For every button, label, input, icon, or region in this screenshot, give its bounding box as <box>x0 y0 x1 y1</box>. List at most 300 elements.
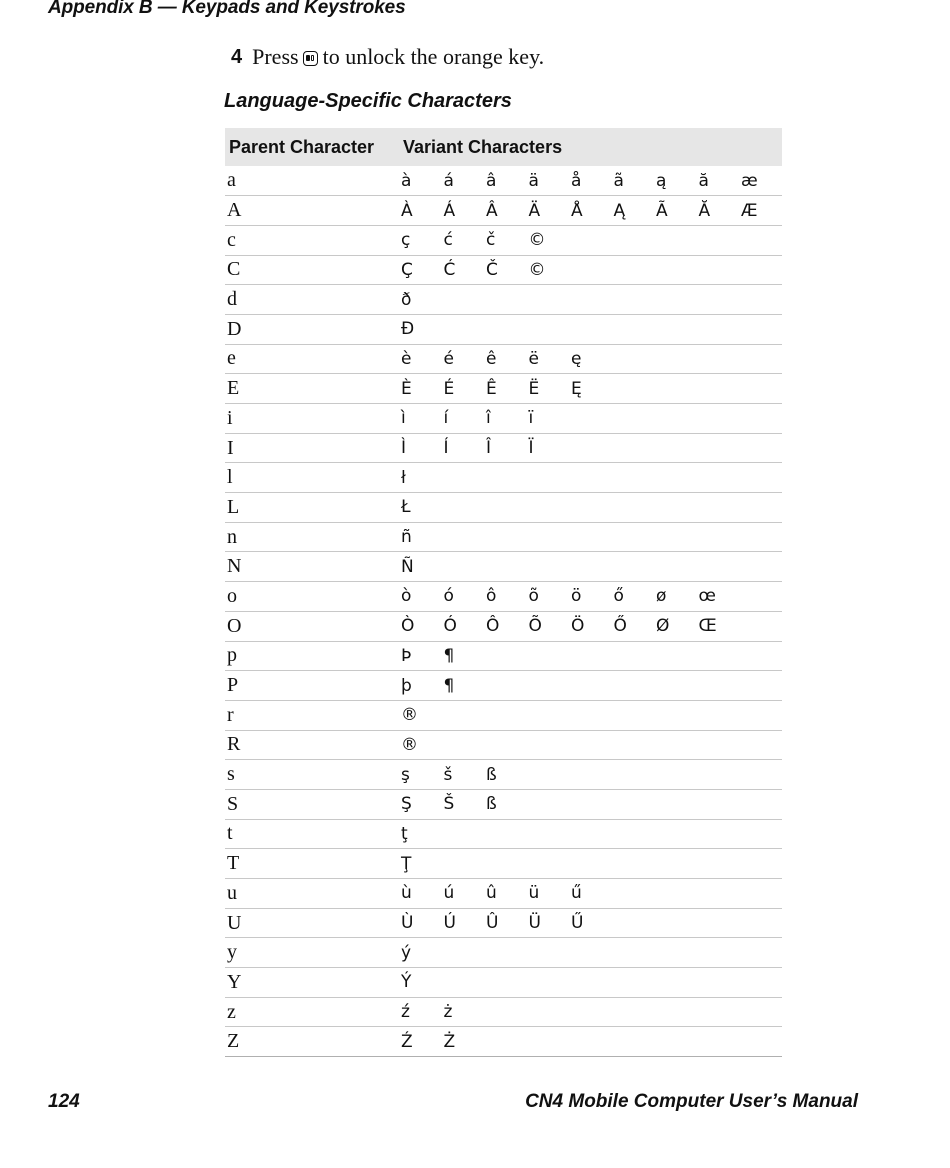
variant-character <box>697 285 740 315</box>
variant-character <box>484 968 527 998</box>
variant-character <box>654 938 697 968</box>
parent-character: c <box>227 228 236 251</box>
parent-character: n <box>227 525 237 548</box>
table-row <box>225 671 782 701</box>
variant-character <box>569 819 612 849</box>
variant-character: ă <box>698 170 709 191</box>
variant-character <box>612 700 655 730</box>
variant-character <box>654 344 697 374</box>
variant-character <box>697 760 740 790</box>
variant-character: Ă <box>698 200 711 221</box>
variant-character <box>569 730 612 760</box>
variant-character <box>484 463 527 493</box>
variant-character <box>654 463 697 493</box>
parent-character: e <box>227 347 236 370</box>
variant-character <box>739 671 782 701</box>
variant-character: è <box>401 348 412 369</box>
variant-character <box>569 255 612 285</box>
parent-character: s <box>227 763 235 786</box>
variant-character: Â <box>486 200 498 221</box>
variant-character <box>442 730 485 760</box>
variant-character <box>612 789 655 819</box>
variant-character <box>612 849 655 879</box>
variant-character <box>484 1027 527 1057</box>
variant-character <box>527 760 570 790</box>
variant-character <box>612 463 655 493</box>
table-row <box>225 938 782 968</box>
variant-character: Ä <box>528 200 541 221</box>
variant-character <box>569 968 612 998</box>
parent-character: S <box>227 792 239 815</box>
parent-character: T <box>227 852 240 875</box>
variant-character: ű <box>571 883 582 904</box>
variant-character <box>442 314 485 344</box>
variant-character: ź <box>401 1002 410 1023</box>
variant-character <box>527 552 570 582</box>
variant-character <box>612 968 655 998</box>
variant-character: Ć <box>443 259 456 280</box>
variant-character: Õ <box>528 616 542 637</box>
table-row <box>225 344 782 374</box>
variant-character: Ç <box>401 259 413 280</box>
variant-character: Ą <box>613 200 626 221</box>
variant-character: ż <box>443 1002 453 1023</box>
variant-character: Š <box>443 794 455 815</box>
variant-character: ç <box>401 230 411 251</box>
variant-character <box>569 493 612 523</box>
variant-character: ë <box>528 348 539 369</box>
parent-character: l <box>227 466 233 489</box>
table-row <box>225 433 782 463</box>
table-header-row <box>225 128 782 166</box>
variant-character <box>569 552 612 582</box>
variant-character: ß <box>486 794 497 815</box>
variant-character <box>697 908 740 938</box>
variant-character <box>569 700 612 730</box>
variant-character: Á <box>443 200 456 221</box>
variant-character: Ï <box>528 438 534 459</box>
parent-character: t <box>227 822 233 845</box>
variant-character <box>527 641 570 671</box>
variant-character <box>654 997 697 1027</box>
table-row <box>225 166 782 196</box>
variant-character <box>654 1027 697 1057</box>
variant-character <box>739 1027 782 1057</box>
table-row <box>225 285 782 315</box>
variant-character <box>697 314 740 344</box>
parent-character: r <box>227 703 234 726</box>
variant-character <box>484 552 527 582</box>
table-row <box>225 879 782 909</box>
table-row <box>225 641 782 671</box>
variant-character <box>527 849 570 879</box>
variant-character <box>569 849 612 879</box>
variant-character <box>569 463 612 493</box>
variant-character <box>612 522 655 552</box>
variant-character: â <box>486 170 497 191</box>
variant-character <box>654 314 697 344</box>
variant-character <box>569 789 612 819</box>
variant-character <box>654 908 697 938</box>
variant-character: ä <box>528 170 539 191</box>
variant-character: Ô <box>486 616 500 637</box>
variant-character <box>612 760 655 790</box>
variant-character: Ñ <box>401 556 414 577</box>
variant-character <box>739 225 782 255</box>
variant-character <box>654 285 697 315</box>
table-row <box>225 225 782 255</box>
variant-character <box>612 1027 655 1057</box>
variant-character <box>612 374 655 404</box>
variant-character <box>739 908 782 938</box>
variant-character <box>739 314 782 344</box>
parent-character: P <box>227 674 239 697</box>
variant-character <box>697 938 740 968</box>
variant-character <box>612 433 655 463</box>
variant-character <box>697 552 740 582</box>
variant-character: é <box>443 348 454 369</box>
table-row <box>225 196 782 226</box>
variant-character <box>697 433 740 463</box>
variant-character <box>612 225 655 255</box>
parent-character: R <box>227 733 241 756</box>
variant-character: ő <box>613 586 624 607</box>
variant-character <box>697 522 740 552</box>
variant-character: À <box>401 200 413 221</box>
variant-character <box>739 760 782 790</box>
variant-character: Å <box>571 200 583 221</box>
variant-character: © <box>528 259 546 280</box>
table-row <box>225 760 782 790</box>
variant-character <box>697 849 740 879</box>
variant-character: Ż <box>443 1031 456 1052</box>
variant-character: Þ <box>401 645 412 666</box>
variant-character <box>569 314 612 344</box>
variant-character <box>484 493 527 523</box>
variant-character <box>739 789 782 819</box>
variant-character <box>442 522 485 552</box>
variant-character: ® <box>401 734 418 755</box>
variant-character <box>569 671 612 701</box>
variant-character: Ţ <box>401 853 412 874</box>
variant-character: Ö <box>571 616 585 637</box>
variant-character <box>484 671 527 701</box>
variant-character <box>739 522 782 552</box>
table-row <box>225 374 782 404</box>
variant-character <box>612 552 655 582</box>
variant-character <box>612 908 655 938</box>
parent-character: L <box>227 495 240 518</box>
variant-character: ï <box>528 408 534 429</box>
parent-character: y <box>227 941 237 964</box>
variant-character <box>484 819 527 849</box>
variant-character: œ <box>698 586 716 607</box>
variant-character <box>739 968 782 998</box>
variant-character: Ł <box>401 497 411 518</box>
variant-character: ã <box>613 170 624 191</box>
variant-character <box>739 255 782 285</box>
variant-character <box>612 255 655 285</box>
parent-character: d <box>227 288 237 311</box>
variant-character <box>739 582 782 612</box>
variant-character: ì <box>401 408 406 429</box>
variant-character: Î <box>486 438 492 459</box>
variant-character: Æ <box>741 200 758 221</box>
table-row <box>225 1027 782 1057</box>
variant-character <box>697 374 740 404</box>
variant-character <box>569 760 612 790</box>
page-number: 124 <box>48 1091 80 1112</box>
variant-character: Û <box>486 913 499 934</box>
variant-character: õ <box>528 586 539 607</box>
variant-character <box>739 552 782 582</box>
variant-character <box>739 285 782 315</box>
variant-character <box>484 849 527 879</box>
instruction-step <box>231 44 544 70</box>
parent-character: p <box>227 644 237 667</box>
variant-character <box>697 255 740 285</box>
variant-character <box>739 849 782 879</box>
variant-character <box>654 700 697 730</box>
variant-character: Ì <box>401 438 407 459</box>
variant-character <box>484 700 527 730</box>
variant-character: î <box>486 408 491 429</box>
variant-character <box>569 404 612 434</box>
table-row <box>225 582 782 612</box>
parent-character: z <box>227 1000 236 1023</box>
variant-character <box>739 344 782 374</box>
variant-character <box>527 493 570 523</box>
variant-character <box>697 730 740 760</box>
variant-character: ü <box>528 883 540 904</box>
step-text-before: Press <box>252 44 299 69</box>
table-row <box>225 255 782 285</box>
variant-character <box>527 285 570 315</box>
characters-table <box>225 128 782 1057</box>
variant-character: ý <box>401 942 412 963</box>
variant-character: š <box>443 764 453 785</box>
variant-character <box>569 285 612 315</box>
parent-character: A <box>227 199 242 222</box>
variant-character: Í <box>443 438 449 459</box>
variant-character <box>697 789 740 819</box>
variant-character: ê <box>486 348 497 369</box>
variant-character: Ò <box>401 616 415 637</box>
table-row <box>225 819 782 849</box>
variant-character <box>739 463 782 493</box>
variant-character <box>484 285 527 315</box>
variant-character <box>527 1027 570 1057</box>
table-row <box>225 789 782 819</box>
variant-character <box>697 968 740 998</box>
variant-character <box>654 641 697 671</box>
variant-character <box>612 730 655 760</box>
table-body <box>225 166 782 1057</box>
variant-character <box>654 493 697 523</box>
variant-character <box>654 671 697 701</box>
variant-character: ą <box>656 170 667 191</box>
variant-character <box>442 938 485 968</box>
variant-character <box>442 968 485 998</box>
variant-character <box>527 968 570 998</box>
variant-character <box>739 997 782 1027</box>
variant-character <box>612 314 655 344</box>
variant-character <box>654 760 697 790</box>
variant-character: ¶ <box>443 645 455 666</box>
variant-character <box>612 493 655 523</box>
variant-character <box>739 493 782 523</box>
variant-character <box>442 700 485 730</box>
variant-character: ô <box>486 586 497 607</box>
parent-character: i <box>227 406 233 429</box>
parent-character-header: Parent Character <box>229 136 375 157</box>
variant-character <box>569 1027 612 1057</box>
variant-character: Ý <box>401 972 412 993</box>
variant-character <box>739 374 782 404</box>
variant-character <box>697 225 740 255</box>
table-row <box>225 849 782 879</box>
variant-character <box>739 879 782 909</box>
table-row <box>225 552 782 582</box>
variant-character <box>697 819 740 849</box>
variant-character <box>484 641 527 671</box>
variant-character <box>697 997 740 1027</box>
table-row <box>225 314 782 344</box>
variant-character: Ú <box>443 913 456 934</box>
variant-character <box>527 314 570 344</box>
variant-character: ø <box>656 586 667 607</box>
variant-character: ù <box>401 883 412 904</box>
variant-character <box>739 938 782 968</box>
variant-character: Œ <box>698 616 717 637</box>
variant-characters-header: Variant Characters <box>403 136 563 157</box>
variant-character <box>612 879 655 909</box>
variant-character <box>484 314 527 344</box>
section-heading: Language-Specific Characters <box>224 90 512 112</box>
table-row <box>225 611 782 641</box>
variant-character <box>697 1027 740 1057</box>
variant-character: ö <box>571 586 582 607</box>
parent-character: N <box>227 555 242 578</box>
variant-character <box>739 404 782 434</box>
variant-character: Ø <box>656 616 670 637</box>
variant-character: Ê <box>486 378 497 399</box>
manual-title: CN4 Mobile Computer User’s Manual <box>525 1091 858 1112</box>
variant-character <box>527 789 570 819</box>
variant-character: Ð <box>401 319 415 340</box>
variant-character <box>484 522 527 552</box>
table-row <box>225 997 782 1027</box>
variant-character <box>654 522 697 552</box>
variant-character <box>612 671 655 701</box>
variant-character <box>697 404 740 434</box>
variant-character <box>697 463 740 493</box>
variant-character <box>612 404 655 434</box>
variant-character: Ű <box>571 913 584 934</box>
table-row <box>225 463 782 493</box>
variant-character: ć <box>443 230 453 251</box>
variant-character <box>654 849 697 879</box>
variant-character <box>654 730 697 760</box>
variant-character <box>569 522 612 552</box>
variant-character: È <box>401 378 412 399</box>
variant-character <box>697 879 740 909</box>
variant-character <box>484 730 527 760</box>
variant-character <box>654 374 697 404</box>
variant-character <box>739 433 782 463</box>
variant-character <box>654 552 697 582</box>
parent-character: D <box>227 317 242 340</box>
variant-character <box>697 671 740 701</box>
variant-character <box>527 819 570 849</box>
variant-character: Ş <box>401 794 412 815</box>
variant-character <box>527 463 570 493</box>
variant-character <box>739 700 782 730</box>
variant-character <box>697 344 740 374</box>
parent-character: a <box>227 169 236 192</box>
variant-character <box>569 641 612 671</box>
variant-character: ¶ <box>443 675 455 696</box>
variant-character: Ã <box>656 200 668 221</box>
parent-character: o <box>227 584 237 607</box>
variant-character: Ü <box>528 913 541 934</box>
variant-character: Ő <box>613 616 627 637</box>
variant-character: ð <box>401 289 412 310</box>
variant-character <box>739 611 782 641</box>
parent-character: u <box>227 881 237 904</box>
table-row <box>225 968 782 998</box>
variant-character <box>569 225 612 255</box>
variant-character <box>654 789 697 819</box>
variant-character: ò <box>401 586 412 607</box>
variant-character <box>654 404 697 434</box>
variant-character <box>612 938 655 968</box>
variant-character <box>569 997 612 1027</box>
variant-character <box>739 819 782 849</box>
variant-character <box>654 255 697 285</box>
variant-character <box>442 849 485 879</box>
variant-character: ł <box>401 467 406 488</box>
variant-character <box>442 493 485 523</box>
variant-character <box>654 433 697 463</box>
variant-character: ş <box>401 764 410 785</box>
table-row <box>225 908 782 938</box>
parent-character: Y <box>227 970 242 993</box>
table-row <box>225 730 782 760</box>
variant-character: Ę <box>571 378 582 399</box>
variant-character <box>654 819 697 849</box>
variant-character: û <box>486 883 497 904</box>
variant-character: Ź <box>401 1031 413 1052</box>
step-text-after: to unlock the orange key. <box>322 44 545 69</box>
parent-character: E <box>227 377 240 400</box>
table-row <box>225 404 782 434</box>
orange-key-icon <box>303 51 318 66</box>
variant-character <box>442 463 485 493</box>
variant-character <box>527 997 570 1027</box>
variant-character <box>654 225 697 255</box>
running-head: Appendix B — Keypads and Keystrokes <box>48 0 406 18</box>
variant-character: æ <box>741 170 758 191</box>
variant-character: ú <box>443 883 455 904</box>
variant-character <box>697 641 740 671</box>
variant-character: á <box>443 170 454 191</box>
table-row <box>225 522 782 552</box>
parent-character: I <box>227 436 234 459</box>
variant-character: à <box>401 170 412 191</box>
variant-character <box>739 730 782 760</box>
variant-character: É <box>443 378 455 399</box>
